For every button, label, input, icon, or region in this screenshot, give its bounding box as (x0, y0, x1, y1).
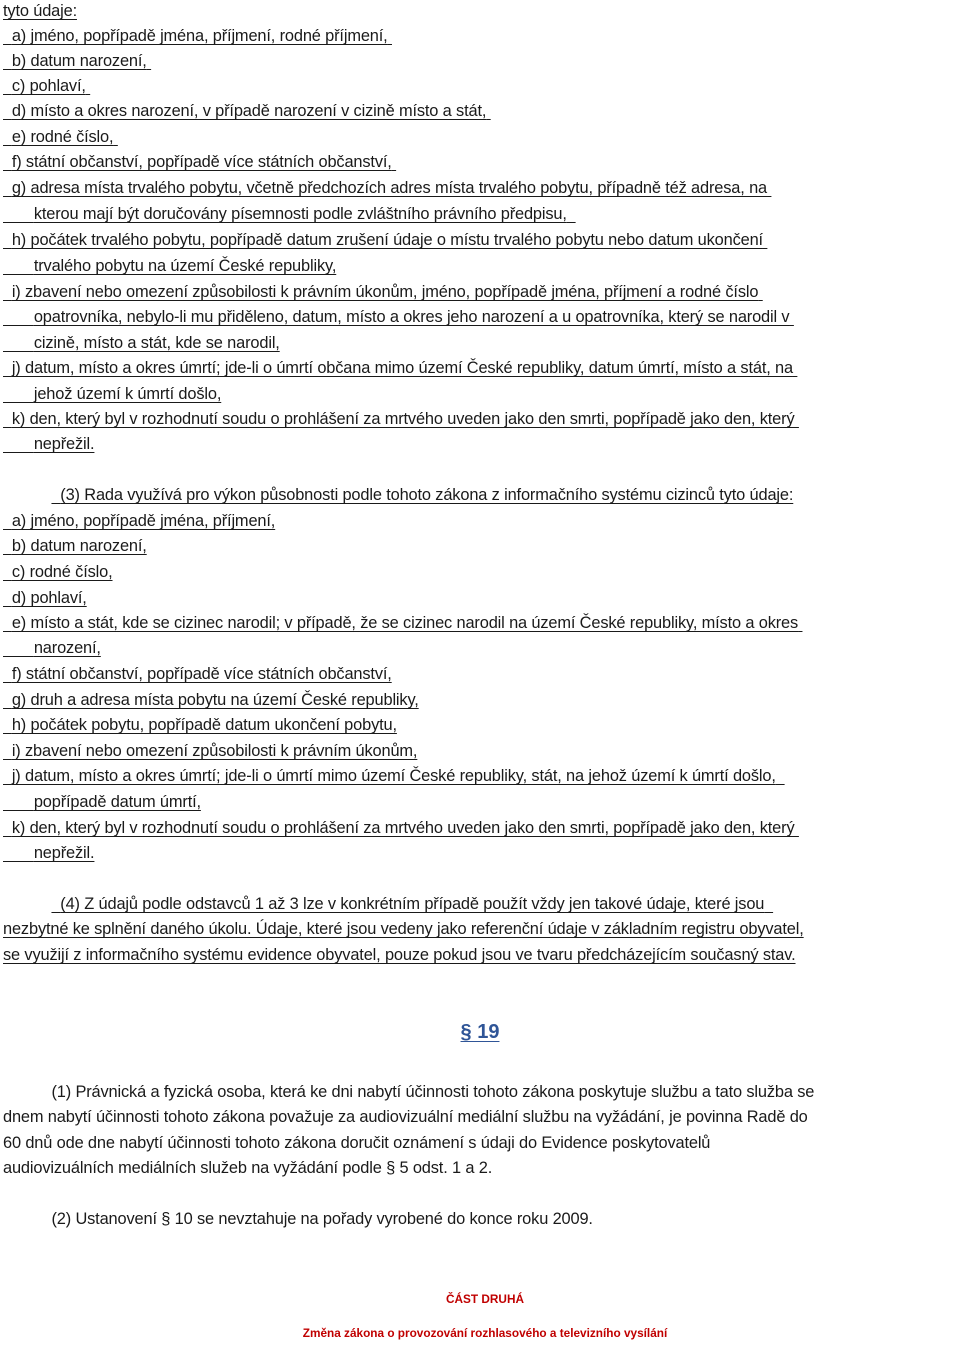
list-item: h) počátek pobytu, popřípadě datum ukončení pobytu, (11, 716, 397, 734)
section-19-paragraph-2: (2) Ustanovení § 10 se nevztahuje na pořady vyrobené do konce roku 2009. (51, 1210, 593, 1228)
section-heading: § 19 (460, 1021, 500, 1043)
list-item: g) adresa místa trvalého pobytu, včetně předchozích adres místa trvalého pobytu, případně též adresa, na (11, 179, 768, 197)
list-item: e) místo a stát, kde se cizinec narodil; v případě, že se cizinec narodil na území České republiky, místo a okres (11, 614, 799, 632)
list-item-continuation: trvalého pobytu na území České republiky, (33, 257, 337, 275)
list-item-continuation: narození, (33, 639, 101, 657)
paragraph-4-line: (4) Z údajů podle odstavců 1 až 3 lze v konkrétním případě použít vždy jen takové údaje, které jsou (60, 895, 765, 913)
list-item-continuation: kterou mají být doručovány písemnosti podle zvláštního právního předpisu, (33, 205, 567, 223)
paragraph-4-line: nezbytné ke splnění daného úkolu. Údaje, které jsou vedeny jako referenční údaje v základním registru obyvatel, (3, 920, 804, 938)
section-19-paragraph-1-line: dnem nabytí účinnosti tohoto zákona považuje za audiovizuální mediální službu na vyžádání, je povinna Radě do (3, 1108, 808, 1126)
list-item: a) jméno, popřípadě jména, příjmení, rodné příjmení, (11, 27, 388, 45)
list-item: f) státní občanství, popřípadě více státních občanství, (11, 665, 392, 683)
list-item-continuation: nepřežil. (33, 844, 95, 862)
list-item: i) zbavení nebo omezení způsobilosti k právním úkonům, jméno, popřípadě jména, příjmení a rodné číslo (11, 283, 759, 301)
list-item: j) datum, místo a okres úmrtí; jde-li o úmrtí občana mimo území České republiky, datum úmrtí, místo a stát, na (11, 359, 793, 377)
list-item-continuation: popřípadě datum úmrtí, (33, 793, 201, 811)
intro-line (3, 0, 77, 22)
section-19-paragraph-1-line: (1) Právnická a fyzická osoba, která ke dni nabytí účinnosti tohoto zákona poskytuje službu a tato služba se (51, 1083, 815, 1101)
intro-text: tyto údaje: (3, 2, 77, 20)
list-item: b) datum narození, (11, 52, 147, 70)
list-item: j) datum, místo a okres úmrtí; jde-li o úmrtí mimo území České republiky, stát, na jehož území k úmrtí došlo, (11, 767, 776, 785)
list-item: e) rodné číslo, (11, 128, 114, 146)
list-item: g) druh a adresa místa pobytu na území České republiky, (11, 691, 419, 709)
part-title: ČÁST DRUHÁ (446, 1292, 524, 1306)
section-19-paragraph-1-line: audiovizuálních mediálních služeb na vyžádání podle § 5 odst. 1 a 2. (3, 1159, 493, 1177)
list-item-continuation: opatrovníka, nebylo-li mu přiděleno, datum, místo a okres jeho narození a u opatrovníka, který se narodil v (33, 308, 790, 326)
list-item: f) státní občanství, popřípadě více státních občanství, (11, 153, 392, 171)
list-item-continuation: jehož území k úmrtí došlo, (33, 385, 222, 403)
list-item: c) rodné číslo, (11, 563, 113, 581)
paragraph-4-line: se využijí z informačního systému evidence obyvatel, pouze pokud jsou ve tvaru předcházejícím současný stav. (3, 946, 796, 964)
paragraph-3-intro: (3) Rada využívá pro výkon působnosti podle tohoto zákona z informačního systému cizinců tyto údaje: (60, 486, 794, 504)
part-subtitle: Změna zákona o provozování rozhlasového a televizního vysílání (302, 1326, 668, 1340)
list-item-continuation: cizině, místo a stát, kde se narodil, (33, 334, 280, 352)
list-item: d) pohlaví, (11, 589, 87, 607)
list-item: k) den, který byl v rozhodnutí soudu o prohlášení za mrtvého uveden jako den smrti, popřípadě jako den, který (11, 410, 795, 428)
list-item: b) datum narození, (11, 537, 147, 555)
list-item: i) zbavení nebo omezení způsobilosti k právním úkonům, (11, 742, 418, 760)
section-19-paragraph-1-line: 60 dnů ode dne nabytí účinnosti tohoto zákona doručit oznámení s údaji do Evidence poskytovatelů (3, 1134, 711, 1152)
list-item: k) den, který byl v rozhodnutí soudu o prohlášení za mrtvého uveden jako den smrti, popřípadě jako den, který (11, 819, 795, 837)
list-item: c) pohlaví, (11, 77, 86, 95)
list-item: a) jméno, popřípadě jména, příjmení, (11, 512, 276, 530)
list-item: h) počátek trvalého pobytu, popřípadě datum zrušení údaje o místu trvalého pobytu nebo datum ukončení (11, 231, 763, 249)
list-item: d) místo a okres narození, v případě narození v cizině místo a stát, (11, 102, 487, 120)
list-item-continuation: nepřežil. (33, 435, 95, 453)
